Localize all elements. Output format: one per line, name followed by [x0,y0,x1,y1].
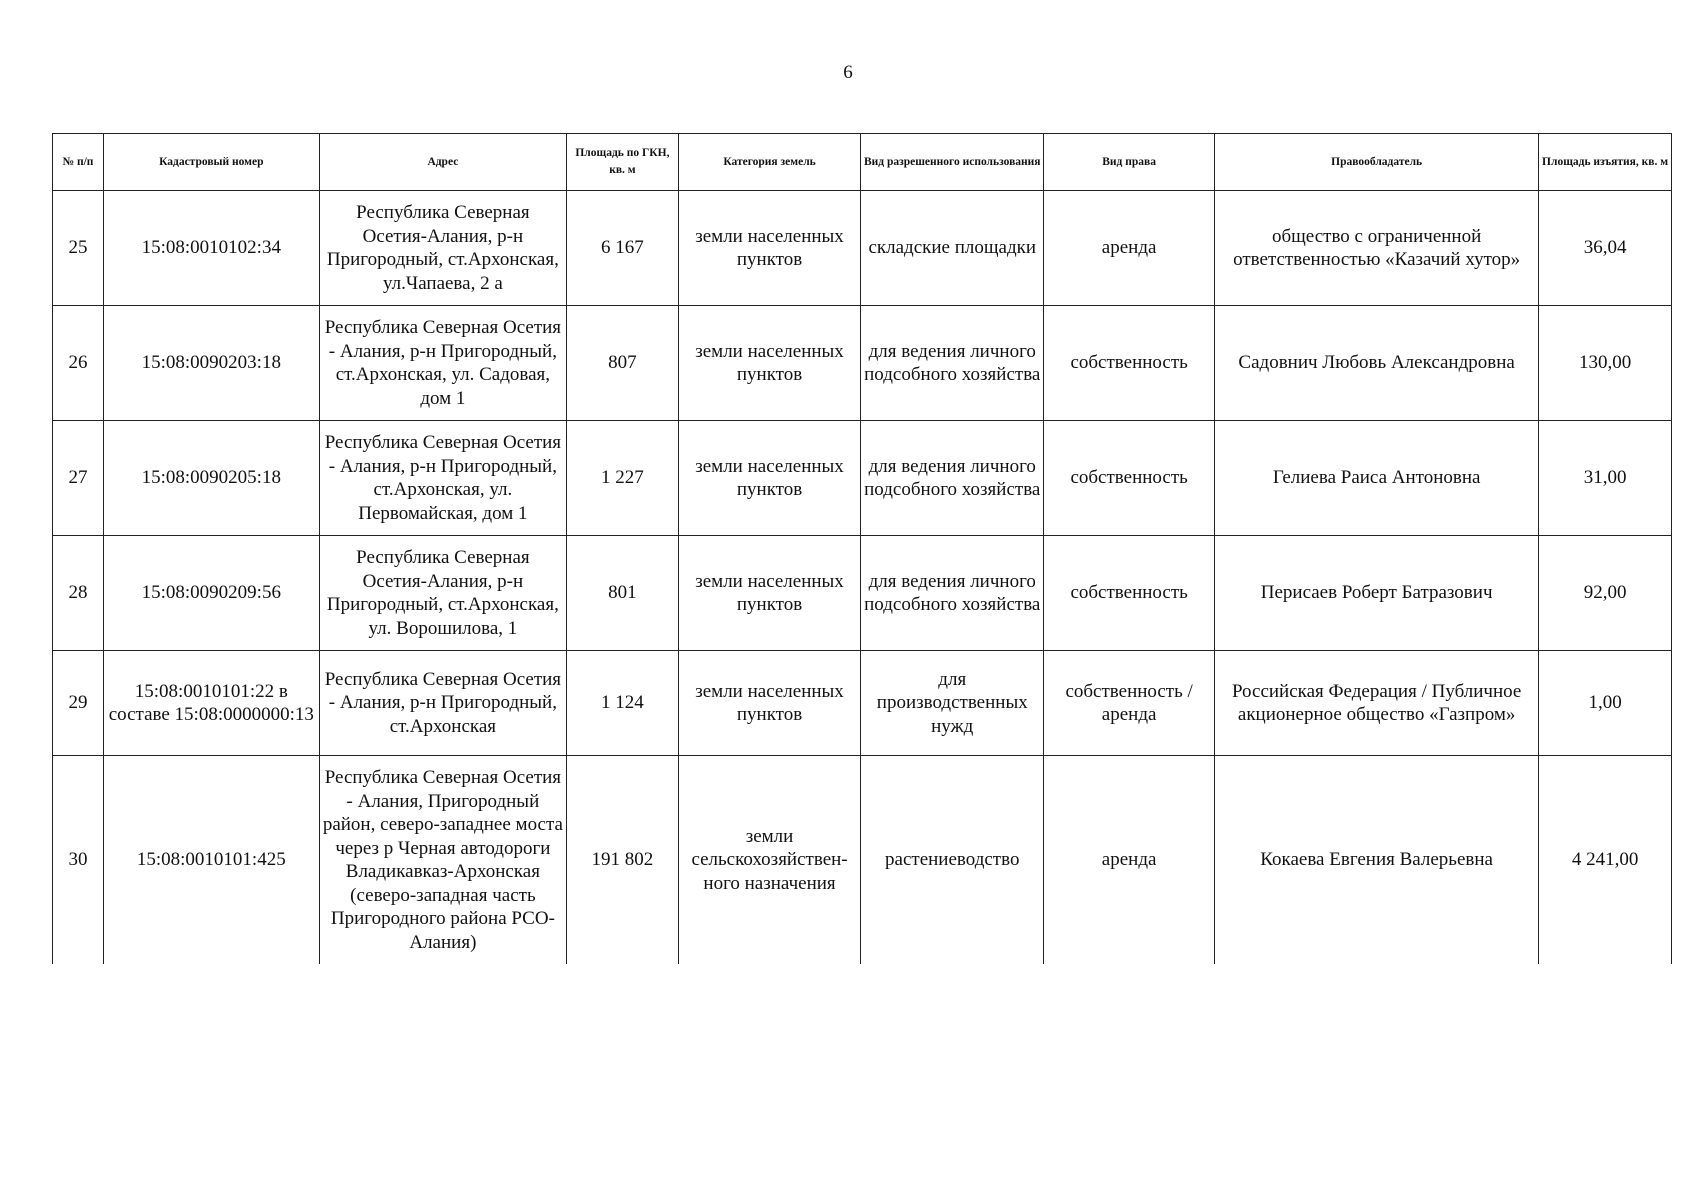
cell-area-taken: 1,00 [1539,651,1672,756]
cell-owner: Садовнич Любовь Александровна [1215,306,1539,421]
page-number: 6 [843,62,853,83]
cell-area-gkn: 801 [567,536,679,651]
cell-area-gkn: 6 167 [567,191,679,306]
table-row [53,651,1672,756]
cell-category: земли населенных пунктов [678,306,861,421]
cell-cadastral: 15:08:0010101:22 в составе 15:08:0000000:13 [103,651,319,756]
cell-address: Республика Северная Осетия - Алания, р-н Пригородный, ст.Архонская, ул. Первомайская, дом 1 [319,421,567,536]
cell-cadastral: 15:08:0090203:18 [103,306,319,421]
column-header-owner: Правообладатель [1215,134,1539,191]
cell-address: Республика Северная Осетия-Алания, р-н Пригородный, ст.Архонская, ул. Ворошилова, 1 [319,536,567,651]
cell-area-gkn: 807 [567,306,679,421]
cell-usage: для производственных нужд [861,651,1044,756]
column-header-number: № п/п [53,134,104,191]
cell-owner: общество с ограниченной ответственностью «Казачий хутор» [1215,191,1539,306]
cell-number: 26 [53,306,104,421]
cell-right: собственность / аренда [1044,651,1215,756]
table-row [53,536,1672,651]
cell-area-taken: 4 241,00 [1539,756,1672,965]
land-parcels-table [52,133,1672,964]
cell-usage: для ведения личного подсобного хозяйства [861,536,1044,651]
table-header-row [53,134,1672,191]
cell-right: собственность [1044,421,1215,536]
table-row [53,306,1672,421]
cell-category: земли населенных пунктов [678,421,861,536]
cell-area-taken: 36,04 [1539,191,1672,306]
cell-cadastral: 15:08:0010102:34 [103,191,319,306]
cell-usage: складские площадки [861,191,1044,306]
cell-number: 27 [53,421,104,536]
column-header-area-taken: Площадь изъятия, кв. м [1539,134,1672,191]
cell-cadastral: 15:08:0090205:18 [103,421,319,536]
cell-right: аренда [1044,191,1215,306]
cell-address: Республика Северная Осетия - Алания, р-н Пригородный, ст.Архонская, ул. Садовая, дом 1 [319,306,567,421]
cell-area-gkn: 191 802 [567,756,679,965]
table-row [53,421,1672,536]
column-header-usage: Вид разрешенного использования [861,134,1044,191]
cell-right: собственность [1044,306,1215,421]
cell-category: земли населенных пунктов [678,536,861,651]
cell-area-taken: 92,00 [1539,536,1672,651]
cell-address: Республика Северная Осетия-Алания, р-н Пригородный, ст.Архонская, ул.Чапаева, 2 а [319,191,567,306]
cell-owner: Российская Федерация / Публичное акционерное общество «Газпром» [1215,651,1539,756]
cell-usage: для ведения личного подсобного хозяйства [861,306,1044,421]
cell-cadastral: 15:08:0010101:425 [103,756,319,965]
cell-address: Республика Северная Осетия - Алания, Пригородный район, северо-западнее моста через р Черная автодороги Владикавказ-Архонская (северо-западная часть Пригородного района РСО-Алания) [319,756,567,965]
column-header-category: Категория земель [678,134,861,191]
column-header-right: Вид права [1044,134,1215,191]
cell-area-gkn: 1 124 [567,651,679,756]
cell-owner: Кокаева Евгения Валерьевна [1215,756,1539,965]
column-header-cadastral: Кадастровый номер [103,134,319,191]
column-header-address: Адрес [319,134,567,191]
table-row [53,191,1672,306]
cell-category: земли населенных пунктов [678,191,861,306]
cell-address: Республика Северная Осетия - Алания, р-н Пригородный, ст.Архонская [319,651,567,756]
cell-cadastral: 15:08:0090209:56 [103,536,319,651]
cell-owner: Гелиева Раиса Антоновна [1215,421,1539,536]
cell-area-gkn: 1 227 [567,421,679,536]
cell-number: 25 [53,191,104,306]
cell-number: 30 [53,756,104,965]
cell-right: аренда [1044,756,1215,965]
cell-usage: растениеводство [861,756,1044,965]
cell-area-taken: 130,00 [1539,306,1672,421]
table-row [53,756,1672,965]
cell-usage: для ведения личного подсобного хозяйства [861,421,1044,536]
cell-number: 29 [53,651,104,756]
cell-category: земли сельскохозяйствен-ного назначения [678,756,861,965]
cell-category: земли населенных пунктов [678,651,861,756]
cell-area-taken: 31,00 [1539,421,1672,536]
cell-right: собственность [1044,536,1215,651]
cell-owner: Перисаев Роберт Батразович [1215,536,1539,651]
cell-number: 28 [53,536,104,651]
column-header-area-gkn: Площадь по ГКН, кв. м [567,134,679,191]
